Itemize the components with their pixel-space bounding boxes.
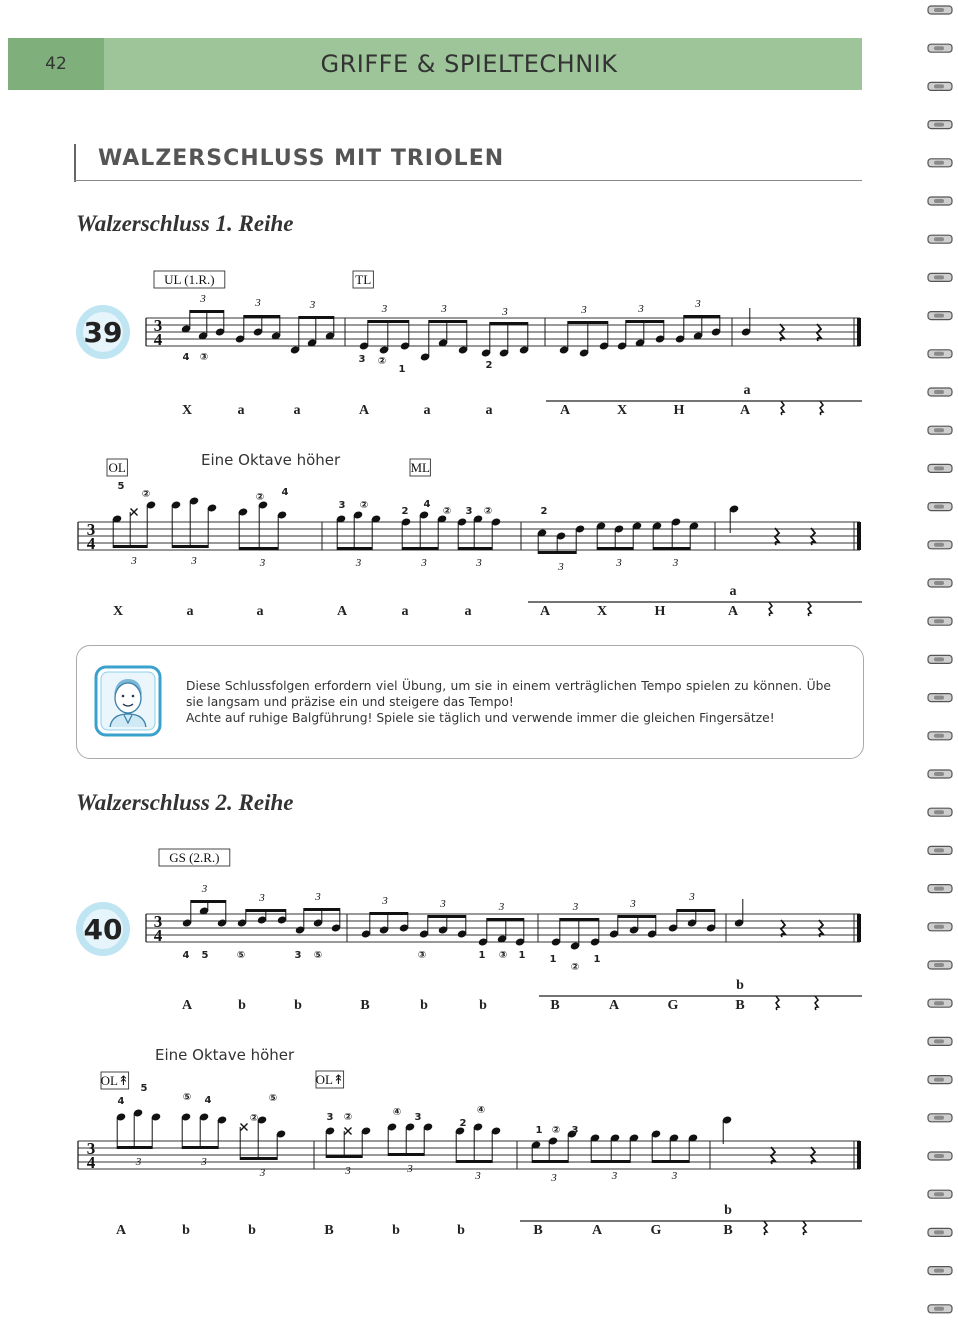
- note-head-cross: [345, 1128, 352, 1135]
- fingering: 2: [459, 1118, 467, 1129]
- quarter-rest: [780, 324, 784, 341]
- spiral-ring-shadow: [934, 237, 944, 241]
- note-beam: [191, 900, 226, 903]
- triplet-mark: 3: [135, 1156, 142, 1168]
- header-title: GRIFFE & SPIELTECHNIK: [320, 50, 618, 78]
- fingering: ⑤: [182, 1092, 192, 1103]
- note-beam: [490, 322, 528, 325]
- note-beam: [326, 1155, 362, 1158]
- triplet-mark: 3: [441, 303, 447, 315]
- time-signature-bottom: 4: [153, 330, 163, 349]
- time-signature-bottom: 4: [86, 1153, 96, 1172]
- note-beam: [304, 908, 340, 911]
- bass-alt-letter: b: [736, 978, 744, 993]
- bass-letter: b: [248, 1223, 256, 1238]
- note-beam: [677, 909, 715, 912]
- bass-letter: B: [324, 1223, 334, 1238]
- bass-letter: B: [723, 1223, 733, 1238]
- bass-letter: a: [464, 604, 472, 619]
- triplet-mark: 3: [309, 299, 316, 311]
- bass-letter: B: [550, 998, 560, 1013]
- bass-letter: a: [423, 403, 431, 418]
- bass-letter: b: [294, 998, 302, 1013]
- note-beam: [429, 320, 467, 323]
- spiral-ring-shadow: [934, 810, 944, 814]
- fingering: 2: [401, 506, 409, 517]
- triplet-mark: 3: [475, 1170, 481, 1182]
- bass-letter: a: [401, 604, 409, 619]
- octave-note: Eine Oktave höher: [201, 451, 341, 469]
- bass-letter: b: [479, 998, 487, 1013]
- spiral-ring-shadow: [934, 1001, 944, 1005]
- spiral-ring-shadow: [934, 1154, 944, 1158]
- note-beam: [402, 547, 438, 550]
- exercise-2-heading: Walzerschluss 2. Reihe: [76, 790, 294, 815]
- note-beam: [568, 321, 608, 324]
- spiral-binding: [926, 0, 956, 1343]
- note-beam: [456, 1160, 492, 1163]
- spiral-ring-shadow: [934, 848, 944, 852]
- spiral-ring-shadow: [934, 466, 944, 470]
- triplet-mark: 3: [259, 1167, 266, 1179]
- note-beam: [684, 315, 720, 318]
- spiral-ring-shadow: [934, 46, 944, 50]
- triplet-mark: 3: [421, 557, 427, 569]
- bass-letter: B: [735, 998, 745, 1013]
- note-beam: [560, 918, 599, 921]
- spiral-ring-shadow: [934, 734, 944, 738]
- triplet-mark: 3: [355, 557, 362, 569]
- quarter-rest: [775, 528, 779, 545]
- exercise-badge: [76, 902, 130, 956]
- fingering: 3: [358, 354, 366, 365]
- bass-letter: H: [654, 604, 666, 619]
- note-beam: [299, 316, 334, 319]
- triplet-mark: 3: [476, 557, 482, 569]
- note-beam: [626, 320, 664, 323]
- note-beam: [597, 547, 633, 550]
- fingering: 4: [423, 499, 431, 510]
- bass-letter: B: [533, 1223, 543, 1238]
- triplet-mark: 3: [695, 298, 701, 310]
- fingering: 3: [294, 950, 302, 961]
- triplet-mark: 3: [630, 898, 636, 910]
- spiral-ring-shadow: [934, 428, 944, 432]
- quarter-rest: [771, 1147, 775, 1164]
- fingering: ③: [417, 950, 427, 961]
- final-bar-thick: [857, 522, 861, 550]
- fingering: 4: [117, 1096, 125, 1107]
- triplet-mark: 3: [381, 303, 388, 315]
- quarter-rest: [781, 920, 785, 937]
- triplet-mark: 3: [558, 561, 564, 573]
- note-beam: [172, 545, 208, 548]
- spiral-ring-shadow: [934, 925, 944, 929]
- spiral-ring-shadow: [934, 963, 944, 967]
- triplet-mark: 3: [440, 898, 446, 910]
- spiral-ring-shadow: [934, 1230, 944, 1234]
- bass-letter: b: [182, 1223, 190, 1238]
- octave-note: Eine Oktave höher: [155, 1046, 295, 1064]
- note-beam: [337, 547, 372, 550]
- triplet-mark: 3: [345, 1165, 351, 1177]
- technique-label: OL: [108, 460, 126, 475]
- triplet-mark: 3: [407, 1163, 413, 1175]
- bass-letter: a: [256, 604, 264, 619]
- bass-letter: b: [420, 998, 428, 1013]
- fingering: 5: [201, 950, 209, 961]
- fingering: 1: [398, 364, 406, 375]
- note-beam: [244, 315, 280, 318]
- technique-label: TL: [355, 272, 372, 287]
- time-signature-top: 3: [86, 1139, 96, 1158]
- note-beam: [538, 551, 576, 554]
- bass-alt-letter: b: [724, 1203, 732, 1218]
- bass-rest: [776, 996, 779, 1010]
- note-beam: [653, 547, 690, 550]
- note-beam: [246, 909, 286, 912]
- technique-label: UL (1.R.): [164, 272, 215, 287]
- note-beam: [368, 320, 409, 323]
- bass-letter: A: [539, 604, 551, 619]
- note-beam: [532, 1160, 568, 1163]
- quarter-rest: [817, 324, 821, 341]
- note-beam: [388, 1153, 424, 1156]
- exercise-1-heading: Walzerschluss 1. Reihe: [76, 211, 294, 236]
- bass-letter: X: [596, 604, 608, 619]
- fingering: ②: [551, 1125, 561, 1136]
- time-signature-top: 3: [153, 912, 163, 931]
- triplet-mark: 3: [581, 304, 587, 316]
- spiral-ring-shadow: [934, 581, 944, 585]
- bass-letter: a: [186, 604, 194, 619]
- bass-letter: A: [739, 403, 751, 418]
- spiral-ring-shadow: [934, 1307, 944, 1311]
- triplet-mark: 3: [315, 891, 321, 903]
- note-beam: [487, 918, 524, 921]
- fingering: ⑤: [313, 950, 323, 961]
- bass-letter: X: [112, 604, 124, 619]
- triplet-mark: 3: [572, 901, 579, 913]
- triplet-mark: 3: [382, 895, 388, 907]
- fingering: ③: [199, 352, 209, 363]
- triplet-mark: 3: [201, 883, 208, 895]
- tip-line: Diese Schlussfolgen erfordern viel Übung, um sie in einem verträglichen Tempo spielen zu können. Übe sie langsam und präzise ein und steigere das Tempo!: [186, 679, 831, 709]
- bass-letter: G: [667, 998, 679, 1013]
- triplet-mark: 3: [498, 901, 505, 913]
- bass-rest: [820, 401, 823, 415]
- spiral-ring-shadow: [934, 619, 944, 623]
- note-head-cross: [241, 1124, 248, 1131]
- bass-letter: a: [485, 403, 493, 418]
- bass-rest: [815, 996, 818, 1010]
- spiral-ring-shadow: [934, 314, 944, 318]
- section-title: WALZERSCHLUSS MIT TRIOLEN: [98, 146, 505, 171]
- note-beam: [240, 1157, 277, 1160]
- bass-letter: b: [392, 1223, 400, 1238]
- note-beam: [458, 547, 492, 550]
- quarter-rest: [811, 1147, 815, 1164]
- fingering: ②: [442, 506, 452, 517]
- fingering: 3: [414, 1112, 422, 1123]
- bass-letter: A: [336, 604, 348, 619]
- bass-rest: [808, 602, 811, 616]
- spiral-ring-shadow: [934, 161, 944, 165]
- fingering: 1: [478, 950, 486, 961]
- note-beam: [618, 915, 656, 918]
- time-signature-top: 3: [153, 316, 163, 335]
- fingering: 3: [571, 1125, 579, 1136]
- fingering: 2: [540, 506, 548, 517]
- note-beam: [190, 310, 224, 313]
- bass-letter: G: [650, 1223, 662, 1238]
- triplet-mark: 3: [551, 1172, 557, 1184]
- note-beam: [428, 915, 466, 918]
- fingering: 4: [182, 352, 190, 363]
- spiral-ring-shadow: [934, 84, 944, 88]
- bass-letter: H: [673, 403, 685, 418]
- time-signature-top: 3: [86, 520, 96, 539]
- fingering: ③: [498, 950, 508, 961]
- final-bar-thick: [857, 914, 861, 942]
- fingering: ②: [141, 489, 151, 500]
- bass-letter: b: [457, 1223, 465, 1238]
- spiral-ring-shadow: [934, 505, 944, 509]
- bass-letter: a: [237, 403, 245, 418]
- spiral-ring-shadow: [934, 1039, 944, 1043]
- bass-rest: [769, 602, 772, 616]
- technique-label: ML: [410, 460, 430, 475]
- note-beam: [117, 1146, 152, 1149]
- note-beam: [652, 1160, 689, 1163]
- exercise-number: 39: [83, 316, 123, 349]
- triplet-mark: 3: [689, 891, 695, 903]
- triplet-mark: 3: [259, 892, 265, 904]
- spiral-ring-shadow: [934, 275, 944, 279]
- page-number: 42: [8, 38, 104, 90]
- technique-label: OL↟: [100, 1073, 129, 1088]
- spiral-ring-shadow: [934, 199, 944, 203]
- bass-letter: A: [559, 403, 571, 418]
- bass-letter: B: [360, 998, 370, 1013]
- tip-line: Achte auf ruhige Balgführung! Spiele sie täglich und verwende immer die gleichen Fingersätze!: [186, 711, 775, 725]
- triplet-mark: 3: [502, 306, 508, 318]
- fingering: 3: [465, 506, 473, 517]
- exercise-badge: [76, 305, 130, 359]
- fingering: ⑤: [236, 950, 246, 961]
- spiral-ring-shadow: [934, 1116, 944, 1120]
- spiral-ring-shadow: [934, 1078, 944, 1082]
- fingering: 4: [182, 950, 190, 961]
- bass-rest: [781, 401, 784, 415]
- time-signature-bottom: 4: [153, 926, 163, 945]
- fingering: ②: [249, 1113, 259, 1124]
- note-beam: [113, 545, 147, 548]
- bass-letter: X: [181, 403, 193, 418]
- bass-letter: A: [608, 998, 620, 1013]
- spiral-ring-shadow: [934, 657, 944, 661]
- triplet-mark: 3: [638, 303, 644, 315]
- fingering: 2: [485, 360, 493, 371]
- note-beam: [370, 912, 408, 915]
- fingering: ④: [392, 1107, 402, 1118]
- triplet-mark: 3: [671, 1170, 678, 1182]
- time-signature-bottom: 4: [86, 534, 96, 553]
- exercise-number: 40: [83, 913, 123, 946]
- spiral-ring-shadow: [934, 390, 944, 394]
- final-bar-thick: [857, 318, 861, 346]
- teacher-avatar-icon: [94, 665, 162, 737]
- note-beam: [239, 547, 278, 550]
- quarter-rest: [819, 920, 823, 937]
- triplet-mark: 3: [672, 557, 679, 569]
- bass-letter: A: [181, 998, 193, 1013]
- spiral-ring-shadow: [934, 543, 944, 547]
- fingering: ⑤: [268, 1093, 278, 1104]
- fingering: ④: [476, 1105, 486, 1116]
- note-head-cross: [131, 509, 138, 516]
- triplet-mark: 3: [131, 555, 137, 567]
- fingering: ②: [359, 500, 369, 511]
- bass-letter: A: [591, 1223, 603, 1238]
- bass-letter: a: [293, 403, 301, 418]
- bass-letter: A: [727, 604, 739, 619]
- fingering: 3: [326, 1112, 334, 1123]
- spiral-ring-shadow: [934, 1269, 944, 1273]
- fingering: ②: [255, 492, 265, 503]
- note-beam: [591, 1160, 630, 1163]
- fingering: ②: [377, 356, 387, 367]
- bass-letter: b: [238, 998, 246, 1013]
- triplet-mark: 3: [200, 293, 206, 305]
- fingering: 1: [593, 954, 601, 965]
- technique-label: OL↟: [315, 1072, 344, 1087]
- bass-alt-letter: a: [743, 383, 751, 398]
- spiral-ring-shadow: [934, 887, 944, 891]
- spiral-ring-shadow: [934, 352, 944, 356]
- bass-letter: A: [115, 1223, 127, 1238]
- fingering: 1: [518, 950, 526, 961]
- fingering: 1: [549, 954, 557, 965]
- spiral-ring-shadow: [934, 123, 944, 127]
- spiral-ring-shadow: [934, 8, 944, 12]
- fingering: 4: [204, 1095, 212, 1106]
- bass-alt-letter: a: [729, 584, 737, 599]
- final-bar-thick: [857, 1141, 861, 1169]
- spiral-ring-shadow: [934, 1192, 944, 1196]
- triplet-mark: 3: [616, 557, 622, 569]
- fingering: 5: [140, 1083, 148, 1094]
- fingering: 5: [117, 481, 125, 492]
- bass-letter: A: [358, 403, 370, 418]
- bass-letter: X: [616, 403, 628, 418]
- fingering: 1: [535, 1125, 543, 1136]
- triplet-mark: 3: [259, 557, 266, 569]
- spiral-ring-shadow: [934, 772, 944, 776]
- fingering: ②: [343, 1112, 353, 1123]
- quarter-rest: [811, 528, 815, 545]
- triplet-mark: 3: [201, 1156, 207, 1168]
- triplet-mark: 3: [255, 297, 261, 309]
- bass-rest: [803, 1221, 806, 1235]
- triplet-mark: 3: [191, 555, 197, 567]
- fingering: 4: [281, 487, 289, 498]
- note-beam: [182, 1146, 218, 1149]
- triplet-mark: 3: [611, 1170, 618, 1182]
- tip-text: [186, 678, 831, 726]
- fingering: ②: [483, 506, 493, 517]
- spiral-ring-shadow: [934, 696, 944, 700]
- fingering: ②: [570, 962, 580, 973]
- bass-rest: [764, 1221, 767, 1235]
- fingering: 3: [338, 500, 346, 511]
- technique-label: GS (2.R.): [169, 850, 220, 865]
